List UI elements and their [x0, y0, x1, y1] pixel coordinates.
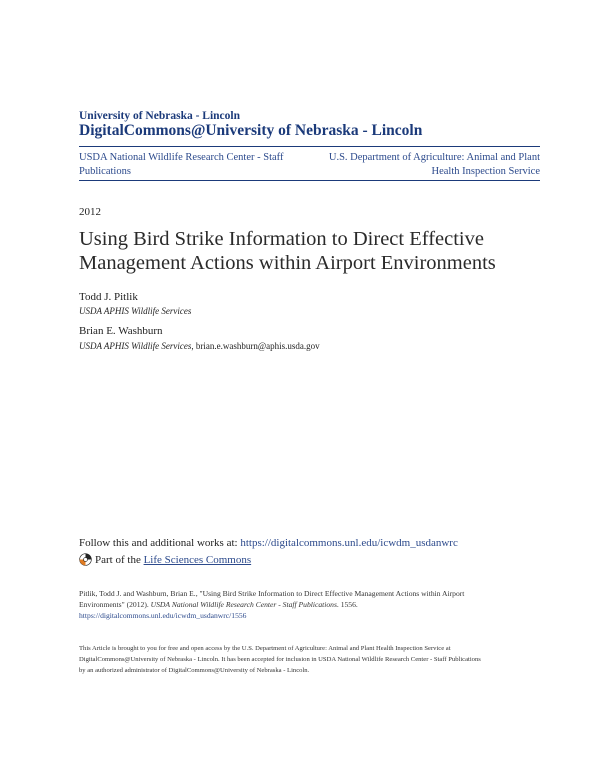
- collection-aphis-line2: Health Inspection Service: [431, 166, 540, 177]
- article-title: [79, 227, 549, 275]
- citation-prefix: Environments" (2012).: [79, 600, 151, 609]
- header-divider-top: [79, 146, 540, 147]
- notice-line3: by an authorized administrator of DigitalCommons@University of Nebraska - Lincoln.: [79, 667, 310, 674]
- notice-line2: DigitalCommons@University of Nebraska - Lincoln. It has been accepted for inclusion in USDA National Wildlife Research Center - Staff Publications: [79, 656, 481, 663]
- follow-label: Follow this and additional works at:: [79, 537, 241, 549]
- author-affiliation-text: USDA APHIS Wildlife Services: [79, 306, 192, 316]
- citation-line1: Pitlik, Todd J. and Washburn, Brian E., "Using Bird Strike Information to Direct Effective Management Actions within Airport: [79, 589, 465, 598]
- citation-line2: [79, 599, 549, 610]
- author-email: , brian.e.washburn@aphis.usda.gov: [191, 341, 320, 351]
- part-of-label: Part of the: [95, 553, 141, 566]
- university-link[interactable]: University of Nebraska - Lincoln: [79, 110, 240, 122]
- citation-number: . 1556.: [336, 600, 358, 609]
- citation-block: [79, 588, 549, 621]
- collection-nwrc-line1: USDA National Wildlife Research Center - Staff: [79, 152, 284, 163]
- author-name: Todd J. Pitlik: [79, 291, 138, 303]
- life-sciences-commons-link[interactable]: Life Sciences Commons: [143, 553, 252, 566]
- citation-series: USDA National Wildlife Research Center - Staff Publications: [150, 600, 337, 609]
- follow-url-link[interactable]: https://digitalcommons.unl.edu/icwdm_usdanwrc: [240, 537, 458, 549]
- header-divider-bottom: [79, 180, 540, 181]
- collection-link-aphis[interactable]: [310, 151, 540, 179]
- follow-line: [79, 537, 458, 549]
- citation-url-link[interactable]: https://digitalcommons.unl.edu/icwdm_usdanwrc/1556: [79, 611, 247, 620]
- author-affiliation: [79, 341, 320, 351]
- collection-nwrc-line2: Publications: [79, 166, 131, 177]
- article-title-line2: Management Actions within Airport Environments: [79, 252, 496, 274]
- publication-year: 2012: [79, 206, 101, 218]
- author-affiliation: [79, 306, 191, 316]
- article-title-line1: Using Bird Strike Information to Direct Effective: [79, 228, 484, 250]
- network-logo-icon: [79, 553, 92, 566]
- collection-link-nwrc[interactable]: [79, 151, 304, 179]
- author-name: Brian E. Washburn: [79, 325, 163, 337]
- part-of-line: [79, 553, 251, 566]
- author-affiliation-text: USDA APHIS Wildlife Services: [79, 341, 192, 351]
- access-notice: [79, 643, 549, 676]
- repository-link[interactable]: DigitalCommons@University of Nebraska - Lincoln: [79, 122, 423, 139]
- notice-line1: This Article is brought to you for free and open access by the U.S. Department of Agriculture: Animal and Plant Health Inspection Service at: [79, 645, 451, 652]
- collection-aphis-line1: U.S. Department of Agriculture: Animal and Plant: [328, 152, 540, 163]
